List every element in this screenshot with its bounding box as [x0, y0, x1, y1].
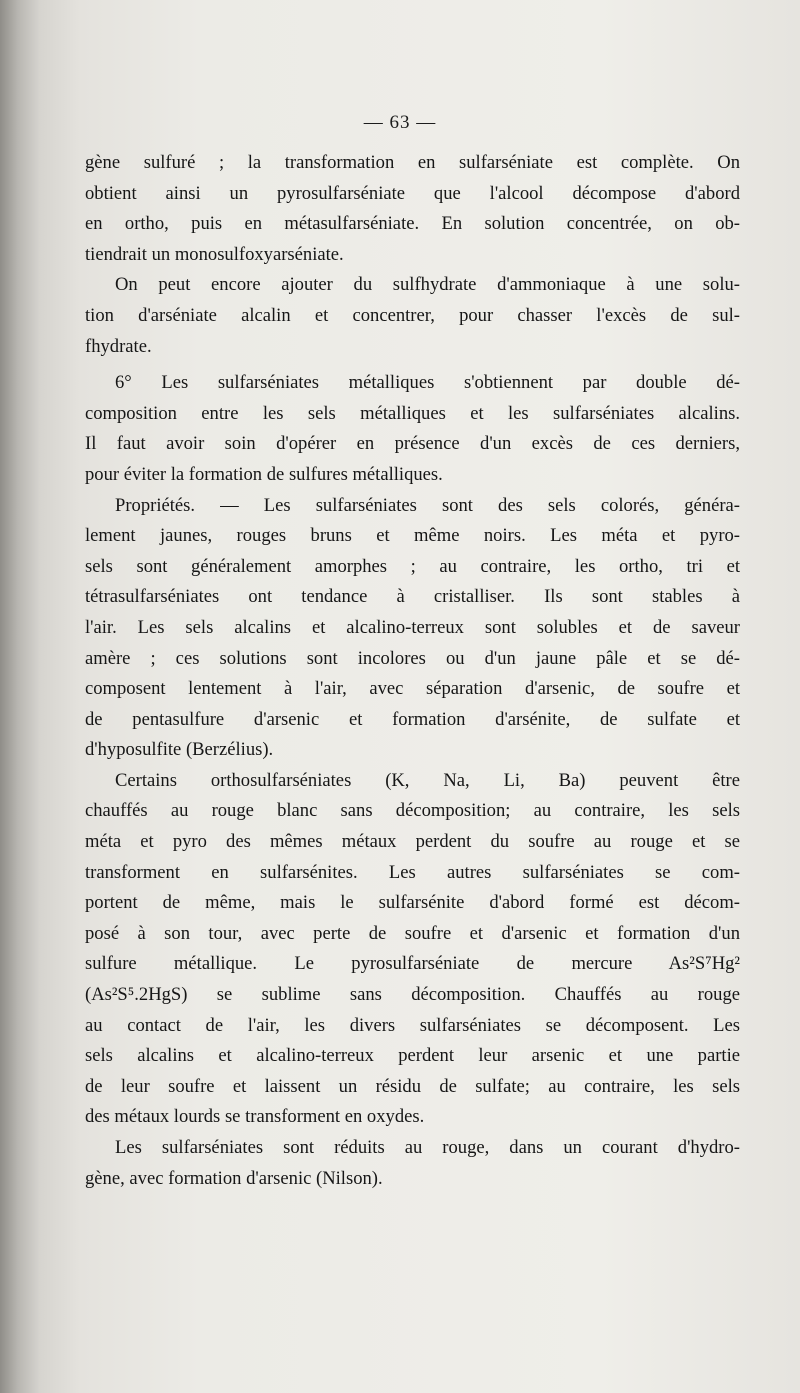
text-line: composent lentement à l'air, avec séparation d'arsenic, de soufre et	[85, 678, 740, 700]
text-line: 6° Les sulfarséniates métalliques s'obtiennent par double dé-	[115, 372, 740, 394]
text-line: pour éviter la formation de sulfures métalliques.	[85, 463, 443, 485]
text-line: tétrasulfarséniates ont tendance à cristalliser. Ils sont stables à	[85, 586, 740, 608]
text-line: au contact de l'air, les divers sulfarséniates se décomposent. Les	[85, 1014, 740, 1036]
text-line: obtient ainsi un pyrosulfarséniate que l'alcool décompose d'abord	[85, 182, 740, 204]
text-line: tiendrait un monosulfoxyarséniate.	[85, 243, 344, 265]
text-line: l'air. Les sels alcalins et alcalino-terreux sont solubles et de saveur	[85, 616, 740, 638]
text-line: Les sulfarséniates sont réduits au rouge, dans un courant d'hydro-	[115, 1137, 740, 1158]
page-number: — 63 —	[363, 112, 437, 133]
text-line: tion d'arséniate alcalin et concentrer, pour chasser l'excès de sul-	[85, 304, 740, 326]
text-line: amère ; ces solutions sont incolores ou d'un jaune pâle et se dé-	[85, 647, 740, 669]
text-line: sulfure métallique. Le pyrosulfarséniate de mercure As²S⁷Hg²	[85, 953, 740, 975]
text-line: sels sont généralement amorphes ; au contraire, les ortho, tri et	[85, 555, 740, 577]
text-line: transforment en sulfarsénites. Les autres sulfarséniates se com-	[85, 861, 740, 883]
text-line: chauffés au rouge blanc sans décomposition; au contraire, les sels	[85, 800, 740, 822]
section-heading-line: Propriétés. — Les sulfarséniates sont des sels colorés, généra-	[115, 494, 740, 516]
text-line: de leur soufre et laissent un résidu de sulfate; au contraire, les sels	[85, 1075, 740, 1097]
text-line: (As²S⁵.2HgS) se sublime sans décomposition. Chauffés au rouge	[85, 984, 740, 1006]
text-line: méta et pyro des mêmes métaux perdent du soufre au rouge et se	[85, 831, 740, 853]
text-line: des métaux lourds se transforment en oxydes.	[85, 1106, 425, 1128]
text-line: Il faut avoir soin d'opérer en présence d'un excès de ces derniers,	[85, 433, 740, 455]
text-line: fhydrate.	[85, 335, 152, 357]
text-line: composition entre les sels métalliques et les sulfarséniates alcalins.	[85, 402, 740, 424]
text-line: d'hyposulfite (Berzélius).	[85, 739, 274, 761]
text-line: Certains orthosulfarséniates (K, Na, Li, Ba) peuvent être	[115, 769, 740, 791]
text-line: en ortho, puis en métasulfarséniate. En solution concentrée, on ob-	[85, 213, 740, 235]
text-line: On peut encore ajouter du sulfhydrate d'ammoniaque à une solu-	[115, 274, 740, 296]
text-line: portent de même, mais le sulfarsénite d'abord formé est décom-	[85, 892, 740, 914]
text-line: de pentasulfure d'arsenic et formation d'arsénite, de sulfate et	[85, 708, 740, 730]
text-line: lement jaunes, rouges bruns et même noirs. Les méta et pyro-	[85, 525, 740, 547]
text-line: gène, avec formation d'arsenic (Nilson).	[85, 1167, 383, 1189]
text-line: posé à son tour, avec perte de soufre et d'arsenic et formation d'un	[85, 922, 740, 944]
body-text	[85, 148, 740, 1194]
text-line: sels alcalins et alcalino-terreux perdent leur arsenic et une partie	[85, 1045, 740, 1067]
text-line: gène sulfuré ; la transformation en sulfarséniate est complète. On	[85, 152, 740, 173]
